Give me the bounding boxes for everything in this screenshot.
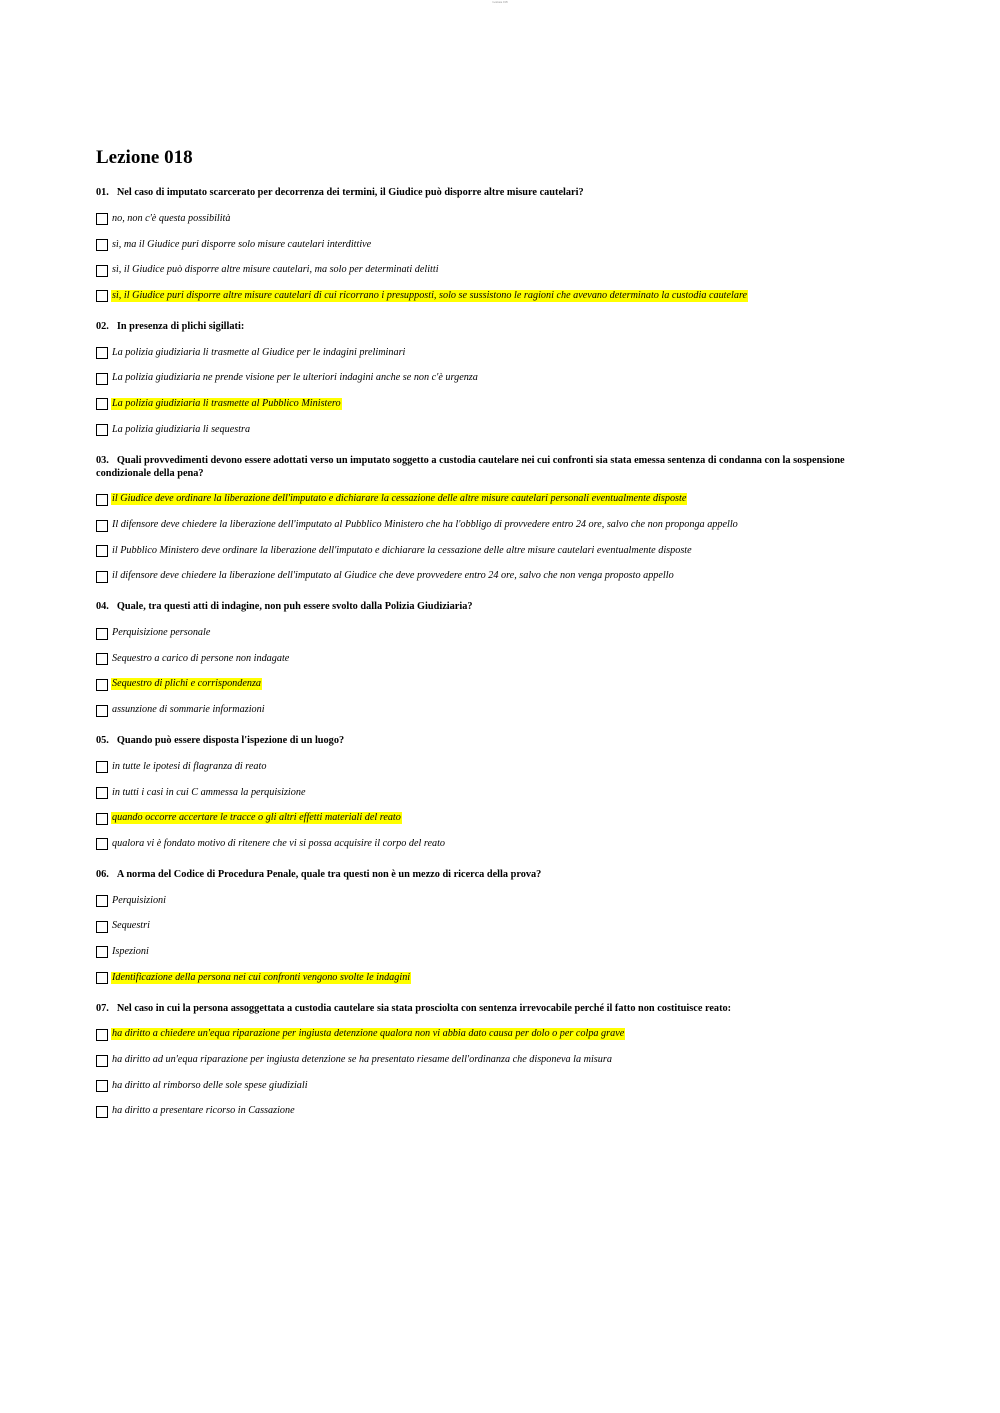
question-label: Nel caso di imputato scarcerato per decorrenza dei termini, il Giudice può disporre altre misure cautelari?	[116, 187, 584, 198]
question-label: Quali provvedimenti devono essere adottati verso un imputato soggetto a custodia cautelare nei cui confronti sia stata emessa sentenza di condanna con la sospensione condizionale della pena?	[96, 454, 845, 479]
answer-text: ha diritto a presentare ricorso in Cassazione	[112, 1105, 295, 1117]
answer-checkbox[interactable]	[96, 213, 108, 225]
question-text	[96, 320, 886, 333]
answer-text-highlighted: ha diritto a chiedere un'equa riparazione per ingiusta detenzione qualora non vi abbia dato causa per dolo o per colpa grave	[112, 1028, 625, 1040]
answer-checkbox[interactable]	[96, 545, 108, 557]
answer-option[interactable]	[96, 340, 886, 366]
answer-option[interactable]	[96, 257, 886, 283]
answer-text: in tutte le ipotesi di flagranza di reato	[112, 760, 267, 772]
answer-checkbox[interactable]	[96, 424, 108, 436]
answer-text: Perquisizione personale	[112, 627, 211, 639]
question-number: 06.	[96, 868, 109, 880]
answer-option[interactable]	[96, 206, 886, 232]
answer-option[interactable]	[96, 646, 886, 672]
answer-option[interactable]	[96, 1047, 886, 1073]
answer-option[interactable]	[96, 1099, 886, 1125]
answer-option[interactable]	[96, 283, 886, 309]
answer-checkbox[interactable]	[96, 946, 108, 958]
answer-option[interactable]	[96, 620, 886, 646]
answer-option[interactable]	[96, 805, 886, 831]
answer-option[interactable]	[96, 697, 886, 723]
answer-text: ha diritto al rimborso delle sole spese giudiziali	[112, 1079, 308, 1091]
answer-text: Perquisizioni	[112, 894, 166, 906]
answer-option[interactable]	[96, 831, 886, 857]
answer-text: qualora vi è fondato motivo di ritenere che vi si possa acquisire il corpo del reato	[112, 837, 446, 849]
question-label: Nel caso in cui la persona assoggettata a custodia cautelare sia stata prosciolta con sentenza irrevocabile perché il fatto non costituisce reato:	[116, 1002, 732, 1014]
answer-option[interactable]	[96, 564, 886, 590]
answer-text-highlighted: quando occorre accertare le tracce o gli altri effetti materiali del reato	[112, 812, 401, 824]
question-block	[96, 186, 886, 309]
answer-option[interactable]	[96, 754, 886, 780]
answer-text: Ispezioni	[112, 945, 149, 957]
answer-option[interactable]	[96, 1022, 886, 1048]
answer-option[interactable]	[96, 965, 886, 991]
answer-text: sì, il Giudice può disporre altre misure cautelari, ma solo per determinati delitti	[112, 264, 439, 276]
question-block	[96, 1002, 886, 1125]
answer-checkbox[interactable]	[96, 373, 108, 385]
answer-text: Sequestro a carico di persone non indagate	[112, 652, 290, 664]
answer-checkbox[interactable]	[96, 972, 108, 984]
answer-option[interactable]	[96, 417, 886, 443]
answer-checkbox[interactable]	[96, 895, 108, 907]
answer-text: Il difensore deve chiedere la liberazione dell'imputato al Pubblico Ministero che ha l'obbligo di provvedere entro 24 ore, salvo che non proponga appello	[112, 519, 738, 531]
question-number: 01.	[96, 187, 109, 198]
answer-option[interactable]	[96, 232, 886, 258]
question-number: 07.	[96, 1002, 109, 1014]
answer-text: La polizia giudiziaria li sequestra	[112, 423, 251, 435]
answer-option[interactable]	[96, 391, 886, 417]
answer-checkbox[interactable]	[96, 520, 108, 532]
answer-option[interactable]	[96, 939, 886, 965]
lesson-title: Lezione 018	[96, 147, 193, 168]
answer-text-highlighted: sì, il Giudice puri disporre altre misure cautelari di cui ricorrano i presupposti, solo se sussistono le ragioni che avevano determinato la custodia cautelare	[112, 289, 748, 301]
answer-checkbox[interactable]	[96, 1029, 108, 1041]
question-number: 02.	[96, 320, 109, 332]
question-text	[96, 734, 886, 747]
answer-checkbox[interactable]	[96, 1080, 108, 1092]
answer-text: Sequestri	[112, 920, 150, 932]
answer-checkbox[interactable]	[96, 290, 108, 302]
question-text	[96, 1002, 886, 1015]
answer-option[interactable]	[96, 512, 886, 538]
question-label: A norma del Codice di Procedura Penale, quale tra questi non è un mezzo di ricerca della prova?	[116, 868, 542, 880]
answer-checkbox[interactable]	[96, 1055, 108, 1067]
answer-checkbox[interactable]	[96, 239, 108, 251]
question-block	[96, 734, 886, 857]
answer-checkbox[interactable]	[96, 628, 108, 640]
answer-text: sì, ma il Giudice puri disporre solo misure cautelari interdittive	[112, 238, 372, 250]
question-text	[96, 454, 886, 480]
answer-option[interactable]	[96, 538, 886, 564]
answer-checkbox[interactable]	[96, 787, 108, 799]
question-block	[96, 600, 886, 723]
question-number: 04.	[96, 601, 109, 613]
question-block	[96, 454, 886, 590]
answer-text-highlighted: Sequestro di plichi e corrispondenza	[112, 678, 262, 690]
answer-checkbox[interactable]	[96, 494, 108, 506]
question-number: 03.	[96, 454, 109, 466]
page-header-mark: Lezione 018	[492, 0, 508, 4]
answer-option[interactable]	[96, 888, 886, 914]
question-label: In presenza di plichi sigillati:	[116, 320, 245, 332]
answer-option[interactable]	[96, 780, 886, 806]
question-block	[96, 320, 886, 443]
question-text	[96, 868, 886, 881]
answer-text: in tutti i casi in cui C ammessa la perquisizione	[112, 786, 306, 798]
question-text	[96, 186, 886, 199]
answer-checkbox[interactable]	[96, 705, 108, 717]
answer-text: il difensore deve chiedere la liberazione dell'imputato al Giudice che deve provvedere entro 24 ore, salvo che non venga proposto appello	[112, 570, 674, 582]
question-text	[96, 600, 886, 613]
answer-text-highlighted: Identificazione della persona nei cui confronti vengono svolte le indagini	[112, 971, 411, 983]
answer-checkbox[interactable]	[96, 347, 108, 359]
answer-option[interactable]	[96, 1073, 886, 1099]
answer-checkbox[interactable]	[96, 838, 108, 850]
answer-checkbox[interactable]	[96, 1106, 108, 1118]
answer-checkbox[interactable]	[96, 571, 108, 583]
answer-text: no, non c'è questa possibilità	[112, 212, 231, 224]
answer-checkbox[interactable]	[96, 761, 108, 773]
answer-text: La polizia giudiziaria ne prende visione per le ulteriori indagini anche se non c'è urgenza	[112, 372, 478, 384]
answer-checkbox[interactable]	[96, 679, 108, 691]
question-block	[96, 868, 886, 991]
answer-checkbox[interactable]	[96, 653, 108, 665]
answer-option[interactable]	[96, 365, 886, 391]
question-label: Quando può essere disposta l'ispezione di un luogo?	[116, 735, 345, 746]
question-label: Quale, tra questi atti di indagine, non puh essere svolto dalla Polizia Giudiziaria?	[116, 601, 473, 613]
answer-option[interactable]	[96, 672, 886, 698]
answer-text: La polizia giudiziaria li trasmette al Giudice per le indagini preliminari	[112, 346, 406, 358]
answer-option[interactable]	[96, 913, 886, 939]
answer-checkbox[interactable]	[96, 921, 108, 933]
answer-text: assunzione di sommarie informazioni	[112, 704, 265, 716]
answer-checkbox[interactable]	[96, 813, 108, 825]
answer-text: ha diritto ad un'equa riparazione per ingiusta detenzione se ha presentato riesame dell'ordinanza che disponeva la misura	[112, 1054, 612, 1066]
question-list	[96, 186, 886, 1135]
answer-option[interactable]	[96, 487, 886, 513]
answer-text: il Pubblico Ministero deve ordinare la liberazione dell'imputato e dichiarare la cessazione delle altre misure cautelari eventualmente disposte	[112, 544, 692, 556]
answer-checkbox[interactable]	[96, 265, 108, 277]
answer-text-highlighted: La polizia giudiziaria li trasmette al Pubblico Ministero	[112, 397, 341, 409]
answer-text-highlighted: il Giudice deve ordinare la liberazione dell'imputato e dichiarare la cessazione delle altre misure cautelari personali eventualmente disposte	[112, 493, 687, 505]
answer-checkbox[interactable]	[96, 398, 108, 410]
question-number: 05.	[96, 735, 109, 746]
